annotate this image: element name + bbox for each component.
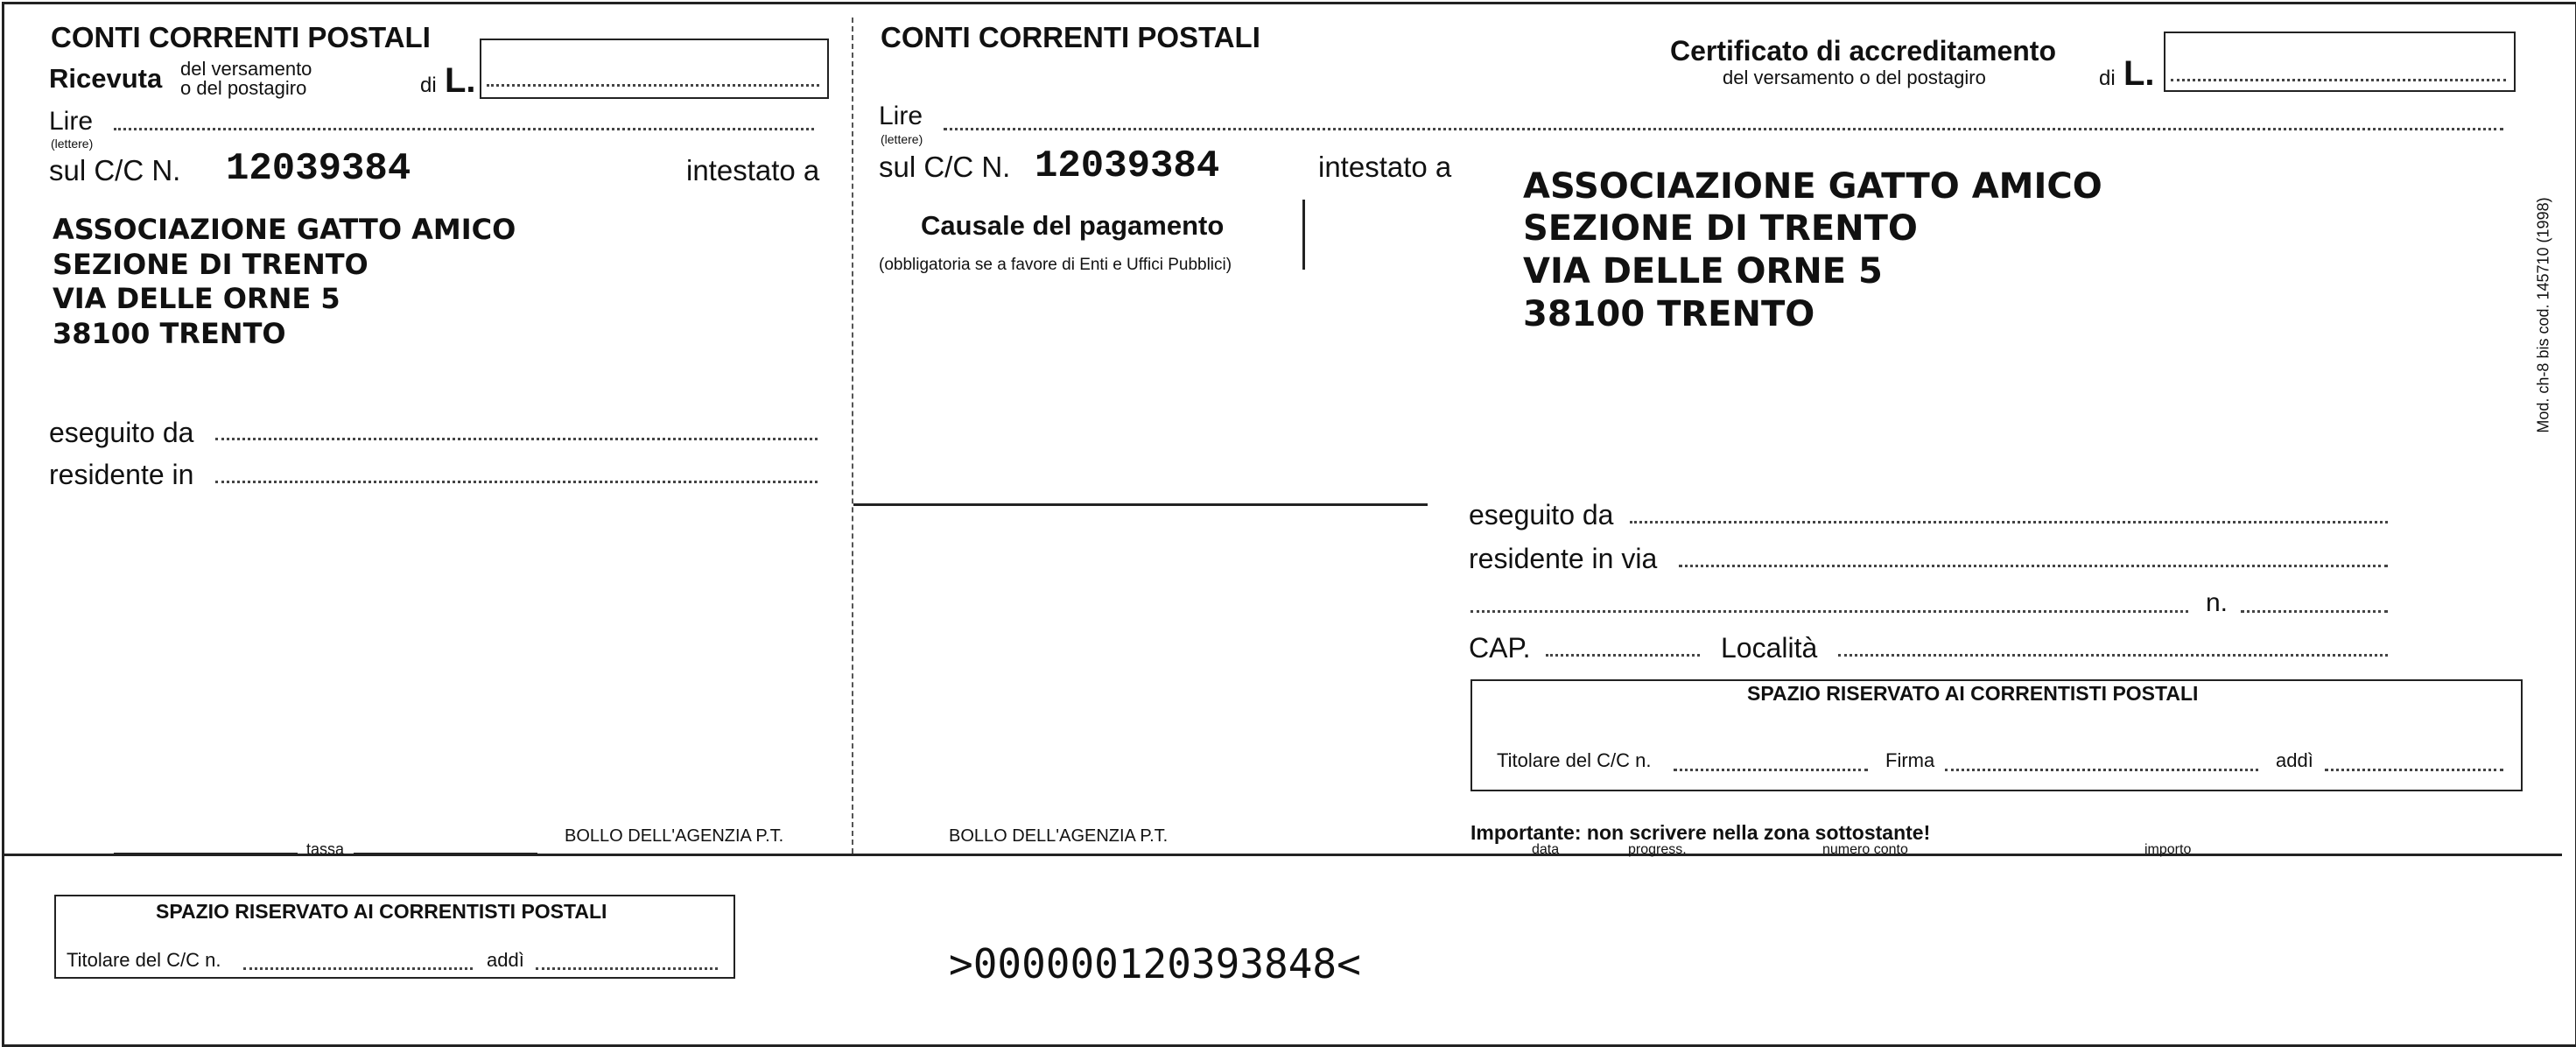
mod-code: Mod. ch-8 bis cod. 145710 (1998) [2534, 197, 2552, 433]
localita-line[interactable] [1838, 654, 2388, 657]
address-line-extra[interactable] [1470, 610, 2188, 613]
account-number-left: 12039384 [226, 147, 411, 191]
lire-symbol-right: L. [2123, 54, 2155, 93]
n-label: n. [2206, 588, 2229, 617]
progress-label: progress. [1628, 842, 1687, 857]
localita-label: Località [1721, 632, 1818, 664]
left-title: CONTI CORRENTI POSTALI [51, 21, 431, 53]
lire-label-left: Lire [49, 107, 94, 136]
residente-line-right[interactable] [1679, 565, 2388, 567]
intestato-label-mid: intestato a [1318, 151, 1452, 183]
cap-label: CAP. [1469, 632, 1531, 664]
eseguito-label-right: eseguito da [1469, 499, 1614, 531]
account-number-mid: 12039384 [1035, 144, 1220, 188]
lire-label-mid: Lire [879, 102, 923, 130]
numero-conto-label: numero conto [1822, 842, 1908, 857]
perforation-line [852, 18, 853, 854]
payee-line3-right: VIA DELLE ORNE 5 [1523, 251, 1883, 292]
tassa-line-b [354, 853, 537, 854]
lettere-label-mid: (lettere) [881, 132, 923, 146]
lire-line-mid[interactable] [944, 128, 2503, 130]
titolare-label-left: Titolare del C/C n. [67, 949, 221, 971]
residente-line-left[interactable] [215, 481, 818, 483]
importo-label: importo [2144, 842, 2192, 857]
firma-line[interactable] [1945, 769, 2258, 771]
payee-line1-left: ASSOCIAZIONE GATTO AMICO [53, 213, 516, 246]
lire-line-left[interactable] [114, 128, 814, 130]
tassa-label: tassa [306, 840, 345, 858]
payee-line1-right: ASSOCIAZIONE GATTO AMICO [1523, 166, 2102, 207]
payee-line2-left: SEZIONE DI TRENTO [53, 248, 369, 281]
importante-notice: Importante: non scrivere nella zona sottostante! [1470, 821, 1931, 844]
lettere-label-left: (lettere) [51, 137, 94, 151]
sul-cc-label-mid: sul C/C N. [879, 151, 1011, 183]
ricevuta-label: Ricevuta [49, 63, 163, 94]
intestato-label-left: intestato a [686, 154, 820, 186]
middle-title: CONTI CORRENTI POSTALI [881, 21, 1260, 53]
titolare-line-left[interactable] [243, 967, 473, 970]
cap-line[interactable] [1546, 654, 1700, 657]
residente-via-label: residente in via [1469, 543, 1658, 574]
addi-label-left: addì [487, 949, 524, 971]
amount-box-right[interactable] [2164, 32, 2516, 92]
del-versamento-label: del versamento [180, 58, 312, 80]
addi-line-left[interactable] [536, 967, 718, 970]
causale-note: (obbligatoria se a favore di Enti e Uffici Pubblici) [879, 256, 1232, 274]
residente-label-left: residente in [49, 459, 194, 490]
di-label-right: di [2099, 67, 2116, 90]
di-label: di [420, 74, 437, 97]
amount-dots-left [487, 84, 819, 87]
eseguito-line-right[interactable] [1630, 521, 2388, 524]
payee-line2-right: SEZIONE DI TRENTO [1523, 208, 1918, 249]
amount-box-left[interactable] [480, 39, 829, 99]
data-label: data [1532, 842, 1560, 857]
firma-label: Firma [1885, 749, 1935, 771]
lire-symbol: L. [445, 61, 476, 100]
tassa-line-a [114, 853, 298, 854]
payee-line4-right: 38100 TRENTO [1523, 294, 1815, 334]
causale-side-rule [1302, 200, 1305, 270]
spazio-riservato-title-right: SPAZIO RISERVATO AI CORRENTISTI POSTALI [1747, 682, 2199, 705]
addi-line-right[interactable] [2325, 769, 2503, 771]
addi-label-right: addì [2276, 749, 2313, 771]
eseguito-line-left[interactable] [215, 438, 818, 440]
bollo-label-left: BOLLO DELL'AGENZIA P.T. [565, 826, 784, 846]
causale-bottom-rule [853, 503, 1428, 506]
spazio-riservato-title-left: SPAZIO RISERVATO AI CORRENTISTI POSTALI [156, 900, 607, 923]
bollo-label-mid: BOLLO DELL'AGENZIA P.T. [949, 826, 1169, 846]
payee-line3-left: VIA DELLE ORNE 5 [53, 282, 340, 315]
titolare-label-right: Titolare del C/C n. [1497, 749, 1652, 771]
ocr-codeline: >000000120393848< [949, 940, 1361, 987]
titolare-line-right[interactable] [1674, 769, 1868, 771]
certificato-title: Certificato di accreditamento [1670, 35, 2056, 67]
payee-line4-left: 38100 TRENTO [53, 317, 286, 350]
amount-dots-right [2171, 79, 2506, 81]
sul-cc-label-left: sul C/C N. [49, 154, 181, 186]
certificato-subtitle: del versamento o del postagiro [1723, 67, 1986, 88]
causale-title: Causale del pagamento [921, 210, 1225, 241]
n-line[interactable] [2241, 610, 2388, 613]
o-del-postagiro-label: o del postagiro [180, 77, 307, 99]
eseguito-label-left: eseguito da [49, 417, 194, 448]
